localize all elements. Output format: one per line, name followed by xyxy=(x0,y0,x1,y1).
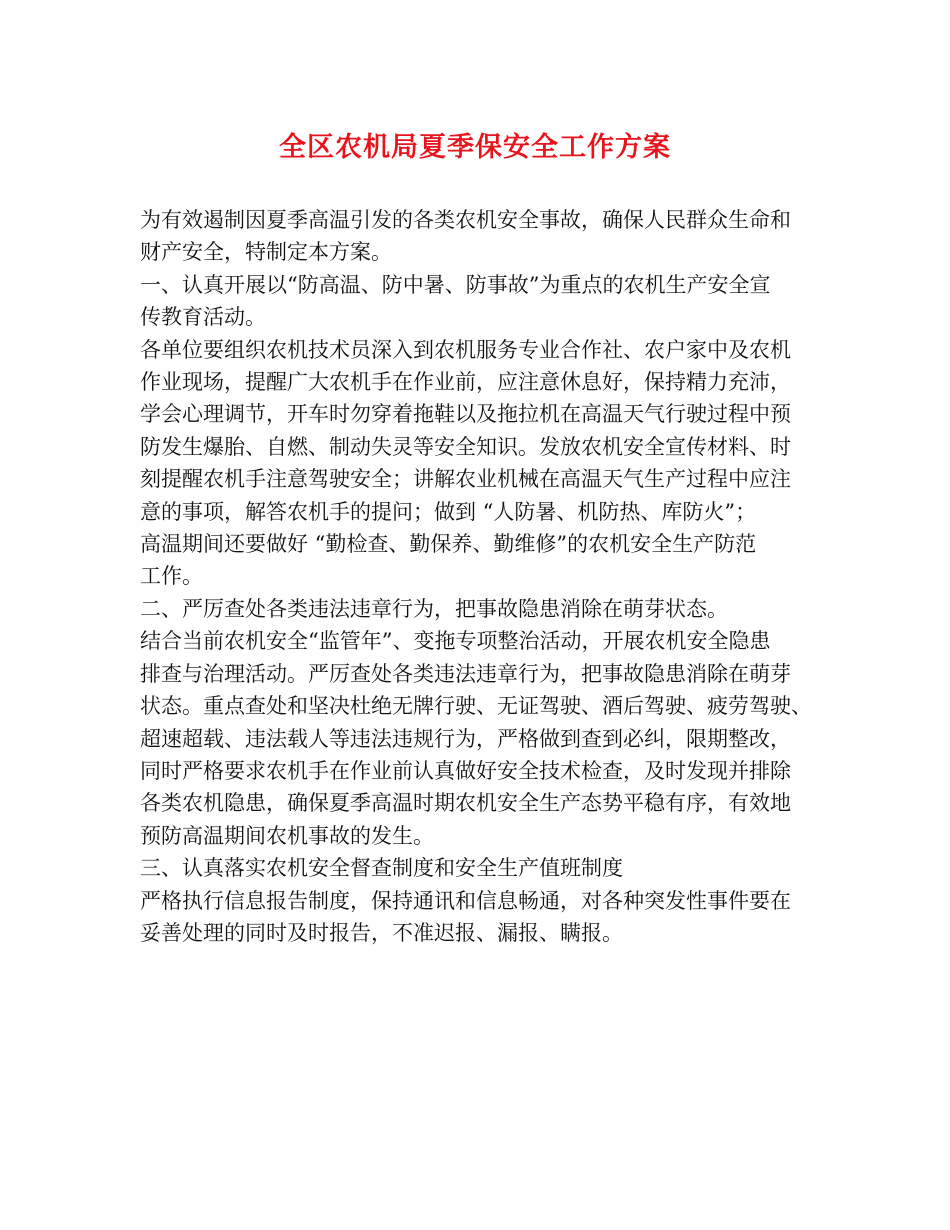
body-line: 刻提醒农机手注意驾驶安全；讲解农业机械在高温天气生产过程中应注 xyxy=(140,467,791,492)
document-body xyxy=(140,204,830,949)
body-line: 高温期间还要做好 “勤检查、勤保养、勤维修”的农机安全生产防范 xyxy=(140,532,757,557)
body-line: 预防高温期间农机事故的发生。 xyxy=(140,823,434,848)
document-title: 全区农机局夏季保安全工作方案 xyxy=(279,132,671,163)
body-line: 严格执行信息报告制度，保持通讯和信息畅通，对各种突发性事件要在 xyxy=(140,888,791,913)
body-line: 学会心理调节，开车时勿穿着拖鞋以及拖拉机在高温天气行驶过程中预 xyxy=(140,402,791,427)
body-line: 一、认真开展以“防高温、防中暑、防事故”为重点的农机生产安全宣 xyxy=(140,272,771,297)
body-line: 状态。重点查处和坚决杜绝无牌行驶、无证驾驶、酒后驾驶、疲劳驾驶、 xyxy=(140,694,812,719)
body-line: 排查与治理活动。严厉查处各类违法违章行为，把事故隐患消除在萌芽 xyxy=(140,661,791,686)
body-line: 工作。 xyxy=(140,564,203,589)
body-line: 二、严厉查处各类违法违章行为，把事故隐患消除在萌芽状态。 xyxy=(140,596,728,621)
body-line: 各单位要组织农机技术员深入到农机服务专业合作社、农户家中及农机 xyxy=(140,337,791,362)
body-line: 妥善处理的同时及时报告，不准迟报、漏报、瞒报。 xyxy=(140,920,623,945)
body-line: 财产安全，特制定本方案。 xyxy=(140,240,392,265)
body-line: 为有效遏制因夏季高温引发的各类农机安全事故，确保人民群众生命和 xyxy=(140,208,791,232)
body-line: 结合当前农机安全“监管年”、变拖专项整治活动，开展农机安全隐患 xyxy=(140,629,771,654)
body-line: 传教育活动。 xyxy=(140,305,266,330)
body-line: 三、认真落实农机安全督查制度和安全生产值班制度 xyxy=(140,856,623,881)
body-line: 超速超载、违法载人等违法违规行为，严格做到查到必纠，限期整改， xyxy=(140,726,791,751)
body-line: 各类农机隐患，确保夏季高温时期农机安全生产态势平稳有序，有效地 xyxy=(140,791,791,816)
body-line: 意的事项，解答农机手的提问；做到 “人防暑、机防热、库防火”； xyxy=(140,499,757,524)
body-line: 同时严格要求农机手在作业前认真做好安全技术检查，及时发现并排除 xyxy=(140,758,791,783)
body-line: 作业现场，提醒广大农机手在作业前，应注意休息好，保持精力充沛， xyxy=(140,370,791,395)
body-line: 防发生爆胎、自燃、制动失灵等安全知识。发放农机安全宣传材料、时 xyxy=(140,434,791,459)
